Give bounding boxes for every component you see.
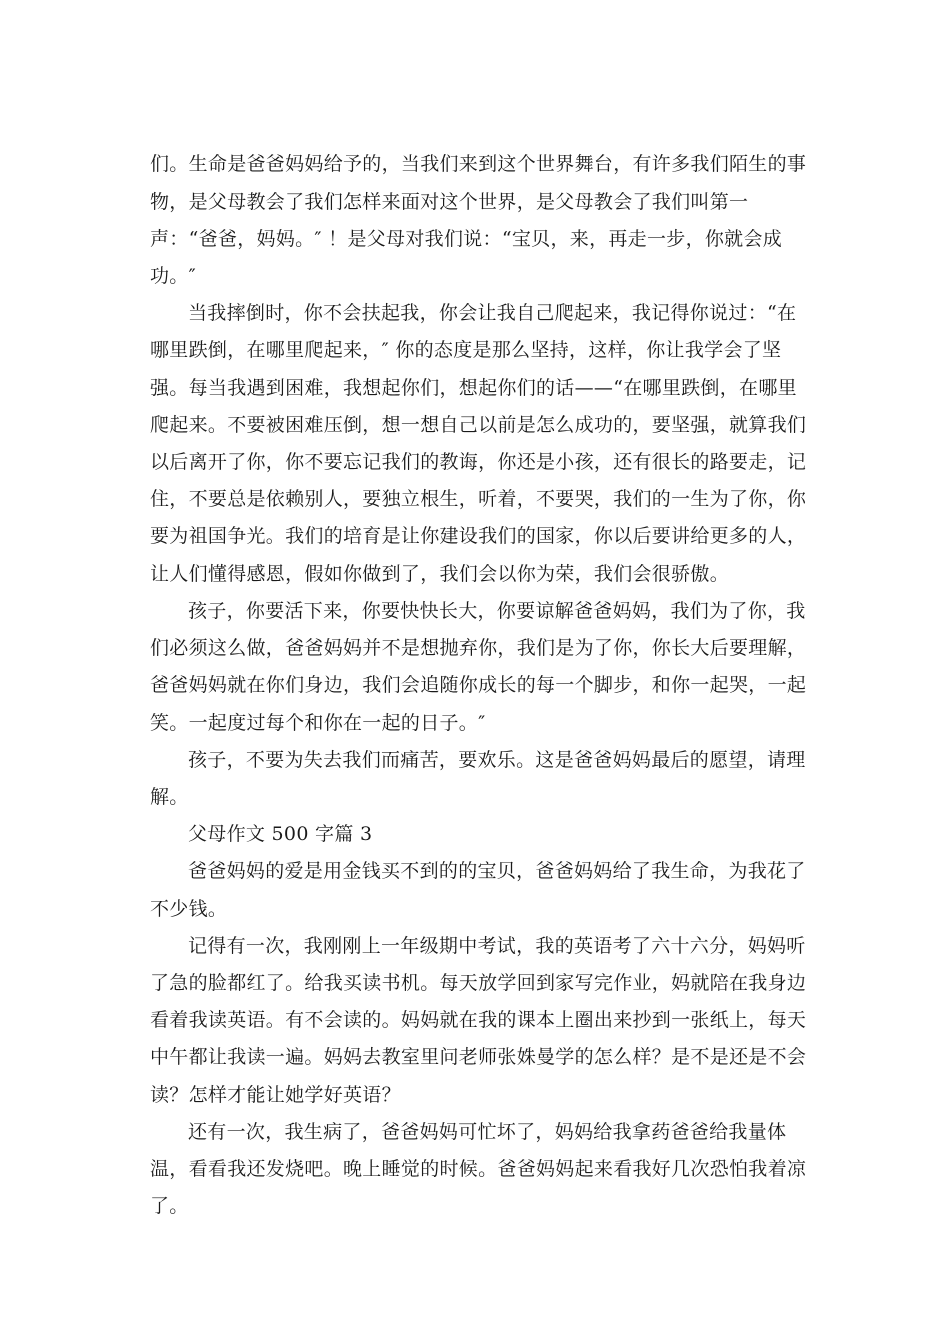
paragraph-first-line: 孩子，你要活下来，你要快快长大，你要谅解爸爸妈妈，我们为了你，我 [188, 600, 806, 622]
section-heading: 父母作文 500 字篇 3 [188, 823, 373, 845]
text-line: 声：“爸爸，妈妈。″ ！是父母对我们说：“宝贝，来，再走一步，你就会成 [150, 228, 783, 250]
text-line: 解。 [150, 786, 189, 808]
text-line: 哪里跌倒，在哪里爬起来，″ 你的态度是那么坚持，这样，你让我学会了坚 [150, 339, 782, 361]
text-line: 爬起来。不要被困难压倒，想一想自己以前是怎么成功的，要坚强，就算我们 [150, 414, 807, 436]
paragraph-first-line: 记得有一次，我刚刚上一年级期中考试，我的英语考了六十六分，妈妈听 [188, 935, 806, 957]
text-line: 要为祖国争光。我们的培育是让你建设我们的国家，你以后要讲给更多的人， [150, 525, 807, 547]
paragraph-first-line: 孩子，不要为失去我们而痛苦，要欢乐。这是爸爸妈妈最后的愿望，请理 [188, 749, 806, 771]
text-line: 强。每当我遇到困难，我想起你们，想起你们的话——“在哪里跌倒，在哪里 [150, 377, 797, 399]
text-line: 让人们懂得感恩，假如你做到了，我们会以你为荣，我们会很骄傲。 [150, 563, 730, 585]
paragraph-first-line: 当我摔倒时，你不会扶起我，你会让我自己爬起来，我记得你说过：“在 [188, 302, 797, 324]
text-line: 爸爸妈妈就在你们身边，我们会追随你成长的每一个脚步，和你一起哭，一起 [150, 674, 807, 696]
text-line: 们必须这么做，爸爸妈妈并不是想抛弃你，我们是为了你，你长大后要理解， [150, 637, 807, 659]
text-line: 中午都让我读一遍。妈妈去教室里问老师张姝曼学的怎么样？是不是还是不会 [150, 1046, 807, 1068]
text-line: 以后离开了你，你不要忘记我们的教诲，你还是小孩，还有很长的路要走，记 [150, 451, 807, 473]
text-line: 读？怎样才能让她学好英语？ [150, 1084, 401, 1106]
paragraph-first-line: 还有一次，我生病了，爸爸妈妈可忙坏了，妈妈给我拿药爸爸给我量体 [188, 1121, 787, 1143]
text-line: 了急的脸都红了。给我买读书机。每天放学回到家写完作业，妈就陪在我身边 [150, 972, 807, 994]
text-line: 笑。一起度过每个和你在一起的日子。″ [150, 712, 486, 734]
text-line: 不少钱。 [150, 898, 228, 920]
text-line: 看着我读英语。有不会读的。妈妈就在我的课本上圈出来抄到一张纸上，每天 [150, 1009, 807, 1031]
paragraph-first-line: 爸爸妈妈的爱是用金钱买不到的的宝贝，爸爸妈妈给了我生命，为我花了 [188, 860, 806, 882]
text-line: 物，是父母教会了我们怎样来面对这个世界，是父母教会了我们叫第一 [150, 191, 749, 213]
text-line: 了。 [150, 1195, 189, 1217]
text-line: 住，不要总是依赖别人，要独立根生，听着，不要哭，我们的一生为了你，你 [150, 488, 807, 510]
text-line: 温，看看我还发烧吧。晚上睡觉的时候。爸爸妈妈起来看我好几次恐怕我着凉 [150, 1158, 807, 1180]
text-line: 功。″ [150, 265, 196, 287]
text-line: 们。生命是爸爸妈妈给予的，当我们来到这个世界舞台，有许多我们陌生的事 [150, 153, 807, 175]
